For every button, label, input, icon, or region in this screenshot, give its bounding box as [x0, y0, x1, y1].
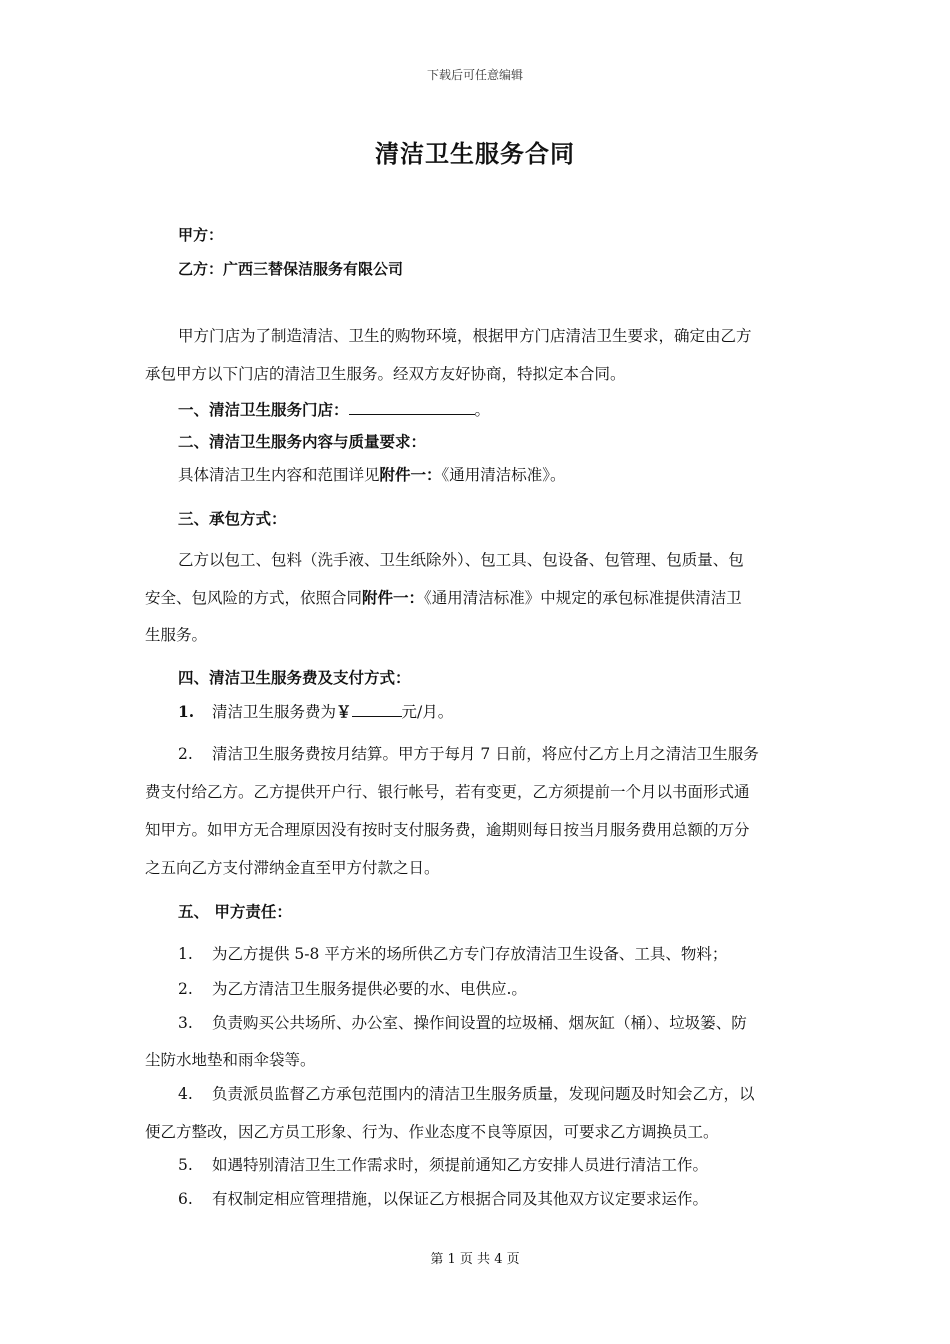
item-text: 为乙方提供 5-8 平方米的场所供乙方专门存放清洁卫生设备、工具、物料；	[212, 945, 728, 963]
item-text: 为乙方清洁卫生服务提供必要的水、电供应.。	[212, 980, 527, 998]
item-number: 2.	[178, 745, 193, 763]
store-name-blank	[349, 400, 475, 415]
section-4-item-2-line-3: 知甲方。如甲方无合理原因没有按时支付服务费，逾期则每日按当月服务费用总额的万分	[145, 821, 750, 839]
item-text: 负责购买公共场所、办公室、操作间设置的垃圾桶、烟灰缸（桶）、垃圾篓、防	[212, 1014, 747, 1032]
section-5-item-5	[178, 1153, 708, 1175]
item-text: 如遇特别清洁卫生工作需求时，须提前通知乙方安排人员进行清洁工作。	[212, 1156, 709, 1174]
item-number: 1.	[178, 945, 193, 963]
currency-symbol: ￥	[336, 702, 352, 721]
section-2-heading: 二、清洁卫生服务内容与质量要求：	[178, 432, 427, 451]
party-b-label: 乙方：广西三替保洁服务有限公司	[178, 260, 404, 278]
section-4-item-1	[178, 700, 453, 722]
item-number: 5.	[178, 1156, 193, 1174]
intro-line-2: 承包甲方以下门店的清洁卫生服务。经双方友好协商，特拟定本合同。	[145, 365, 626, 383]
section-2-text-pre: 具体清洁卫生内容和范围详见	[178, 466, 380, 484]
section-2-text-post: 《通用清洁标准》。	[441, 466, 566, 484]
section-5-item-1	[178, 942, 727, 964]
item-text: 有权制定相应管理措施，以保证乙方根据合同及其他双方议定要求运作。	[212, 1190, 709, 1208]
section-4-heading: 四、清洁卫生服务费及支付方式：	[178, 668, 411, 687]
section-2-attachment: 附件一：	[379, 465, 442, 484]
section-4-item-2-line-4: 之五向乙方支付滞纳金直至甲方付款之日。	[145, 859, 440, 877]
page-header: 下载后可任意编辑	[426, 68, 523, 82]
item-number: 2.	[178, 980, 193, 998]
item-text: 清洁卫生服务费按月结算。甲方于每月 7 日前，将应付乙方上月之清洁卫生服务	[212, 745, 759, 763]
section-5-item-3-line-1	[178, 1011, 747, 1033]
document-title: 清洁卫生服务合同	[375, 140, 575, 168]
section-5-item-2	[178, 977, 527, 999]
section-5-item-4-line-1	[178, 1082, 755, 1104]
section-3-line-2	[145, 586, 742, 608]
section-5-item-4-line-2: 便乙方整改，因乙方员工形象、行为、作业态度不良等原因，可要求乙方调换员工。	[145, 1123, 719, 1141]
fee-text: 清洁卫生服务费为	[212, 703, 337, 721]
section-3-line-2-post: 《通用清洁标准》中规定的承包标准提供清洁卫	[424, 589, 742, 607]
fee-amount-blank	[352, 702, 402, 717]
section-3-heading: 三、承包方式：	[178, 509, 287, 528]
fee-unit: 元/月。	[401, 703, 454, 721]
page-footer: 第 1 页 共 4 页	[430, 1252, 520, 1267]
section-3-line-1: 乙方以包工、包料（洗手液、卫生纸除外）、包工具、包设备、包管理、包质量、包	[178, 551, 744, 569]
item-number: 1.	[178, 702, 195, 721]
item-number: 3.	[178, 1014, 193, 1032]
section-1	[178, 398, 490, 420]
item-text: 负责派员监督乙方承包范围内的清洁卫生服务质量，发现问题及时知会乙方，以	[212, 1085, 755, 1103]
section-3-line-2-pre: 安全、包风险的方式，依照合同	[145, 589, 363, 607]
intro-line-1: 甲方门店为了制造清洁、卫生的购物环境，根据甲方门店清洁卫生要求，确定由乙方	[178, 327, 752, 345]
section-4-item-2-line-1	[178, 742, 759, 764]
section-5-item-3-line-2: 尘防水地垫和雨伞袋等。	[145, 1051, 316, 1069]
section-5-item-6	[178, 1187, 708, 1209]
party-a-label: 甲方：	[178, 226, 224, 244]
item-number: 4.	[178, 1085, 193, 1103]
item-number: 6.	[178, 1190, 193, 1208]
section-1-heading: 一、清洁卫生服务门店：	[178, 400, 349, 419]
section-1-end: 。	[474, 401, 491, 419]
section-4-item-2-line-2: 费支付给乙方。乙方提供开户行、银行帐号，若有变更，乙方须提前一个月以书面形式通	[145, 783, 750, 801]
section-3-attachment: 附件一：	[362, 588, 425, 607]
section-2-text	[178, 463, 566, 485]
section-5-heading: 五、 甲方责任：	[178, 902, 292, 921]
section-3-line-3: 生服务。	[145, 626, 208, 644]
